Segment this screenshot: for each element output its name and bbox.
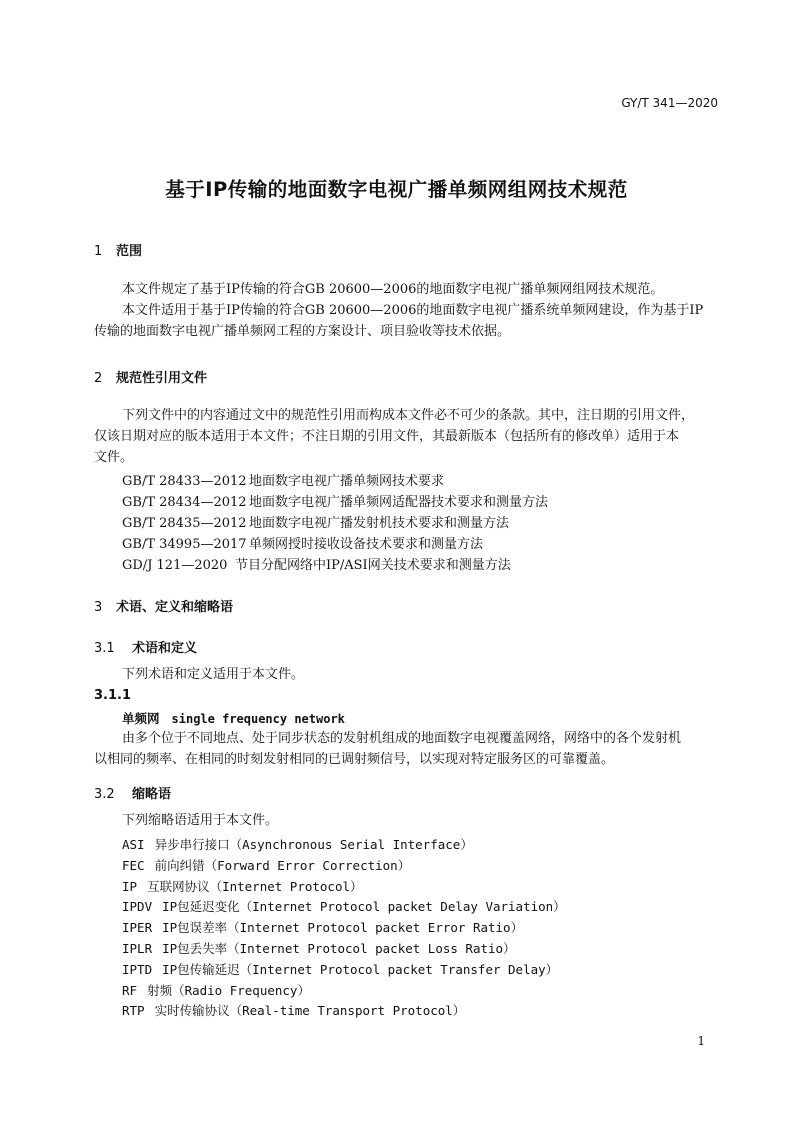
standard-code: GY/T 341—2020 bbox=[621, 96, 718, 110]
subsection-3-1-heading bbox=[94, 637, 197, 656]
reference-item bbox=[122, 491, 548, 510]
subsection-3-2-heading bbox=[94, 783, 171, 802]
term-english: single frequency network bbox=[171, 712, 345, 726]
subsection-number: 3.2 bbox=[94, 787, 115, 802]
section-1-heading bbox=[94, 240, 142, 259]
abbreviation-item bbox=[122, 981, 310, 999]
paragraph: 下列术语和定义适用于本文件。 bbox=[122, 667, 305, 682]
paragraph-line: 本文件适用于基于IP传输的符合GB 20600—2006的地面数字电视广播系统单频网建设，作为基于IP bbox=[122, 303, 704, 318]
section-number: 3 bbox=[94, 600, 103, 615]
paragraph-line: 下列文件中的内容通过文中的规范性引用而构成本文件必不可少的条款。其中，注日期的引用文件， bbox=[122, 408, 695, 423]
page-number: 1 bbox=[697, 1034, 705, 1048]
section-number: 2 bbox=[94, 371, 103, 386]
section-title: 范围 bbox=[116, 244, 143, 259]
reference-code: GB/T 34995—2017 bbox=[122, 537, 247, 552]
abbreviation-description: 异步串行接口（Asynchronous Serial Interface） bbox=[154, 837, 473, 852]
abbreviation: IPTD bbox=[122, 962, 153, 977]
definition-line: 由多个位于不同地点、处于同步状态的发射机组成的地面数字电视覆盖网络，网络中的各个发射机 bbox=[122, 731, 682, 746]
abbreviation-description: 实时传输协议（Real-time Transport Protocol） bbox=[154, 1003, 466, 1018]
abbreviation-item bbox=[122, 897, 566, 915]
paragraph: 本文件规定了基于IP传输的符合GB 20600—2006的地面数字电视广播单频网组网技术规范。 bbox=[122, 282, 664, 297]
section-title: 规范性引用文件 bbox=[116, 371, 208, 386]
paragraph: 下列缩略语适用于本文件。 bbox=[122, 813, 279, 828]
reference-title: 地面数字电视广播单频网适配器技术要求和测量方法 bbox=[249, 495, 549, 510]
abbreviation: IPLR bbox=[122, 941, 153, 956]
abbreviation-item bbox=[122, 960, 558, 978]
abbreviation: ASI bbox=[122, 837, 145, 852]
abbreviation-item bbox=[122, 835, 473, 853]
abbreviation-item bbox=[122, 1001, 465, 1019]
reference-code: GB/T 28434—2012 bbox=[122, 495, 247, 510]
abbreviation: FEC bbox=[122, 858, 145, 873]
reference-code: GB/T 28435—2012 bbox=[122, 516, 247, 531]
paragraph-line: 仅该日期对应的版本适用于本文件；不注日期的引用文件，其最新版本（包括所有的修改单）适用于本 bbox=[94, 429, 680, 444]
subsection-number: 3.1 bbox=[94, 641, 115, 656]
paragraph-line: 文件。 bbox=[94, 450, 134, 465]
subsection-title: 缩略语 bbox=[132, 787, 172, 802]
reference-title: 地面数字电视广播单频网技术要求 bbox=[249, 474, 445, 489]
abbreviation-description: IP包延迟变化（Internet Protocol packet Delay Variation） bbox=[162, 899, 566, 914]
abbreviation-description: IP包丢失率（Internet Protocol packet Loss Ratio） bbox=[162, 941, 516, 956]
abbreviation-description: 前向纠错（Forward Error Correction） bbox=[154, 858, 411, 873]
term-number: 3.1.1 bbox=[94, 688, 132, 703]
section-title: 术语、定义和缩略语 bbox=[116, 600, 234, 615]
paragraph-line: 传输的地面数字电视广播单频网工程的方案设计、项目验收等技术依据。 bbox=[94, 324, 511, 339]
abbreviation-item bbox=[122, 877, 363, 895]
abbreviation-description: IP包误差率（Internet Protocol packet Error Ratio） bbox=[162, 920, 524, 935]
abbreviation: IPDV bbox=[122, 899, 153, 914]
reference-title: 节目分配网络中IP/ASI网关技术要求和测量方法 bbox=[235, 558, 511, 573]
reference-item bbox=[122, 512, 509, 531]
reference-code: GB/T 28433—2012 bbox=[122, 474, 247, 489]
abbreviation: IPER bbox=[122, 920, 153, 935]
abbreviation: RF bbox=[122, 983, 138, 998]
term-chinese: 单频网 bbox=[122, 711, 160, 726]
definition-line: 以相同的频率、在相同的时刻发射相同的已调射频信号，以实现对特定服务区的可靠覆盖。 bbox=[94, 752, 615, 767]
section-2-heading bbox=[94, 367, 207, 386]
section-3-heading bbox=[94, 596, 233, 615]
abbreviation: IP bbox=[122, 879, 138, 894]
reference-title: 单频网授时接收设备技术要求和测量方法 bbox=[249, 537, 484, 552]
abbreviation-item bbox=[122, 856, 410, 874]
abbreviation-description: 射频（Radio Frequency） bbox=[147, 983, 310, 998]
subsection-title: 术语和定义 bbox=[132, 641, 198, 656]
document-title: 基于IP传输的地面数字电视广播单频网组网技术规范 bbox=[165, 178, 628, 201]
reference-title: 地面数字电视广播发射机技术要求和测量方法 bbox=[249, 516, 510, 531]
abbreviation-item bbox=[122, 939, 516, 957]
reference-item bbox=[122, 554, 511, 573]
abbreviation: RTP bbox=[122, 1003, 145, 1018]
section-number: 1 bbox=[94, 244, 103, 259]
term-entry bbox=[122, 709, 345, 727]
abbreviation-description: 互联网协议（Internet Protocol） bbox=[147, 879, 363, 894]
abbreviation-item bbox=[122, 918, 523, 936]
reference-item bbox=[122, 533, 483, 552]
abbreviation-description: IP包传输延迟（Internet Protocol packet Transfer Delay） bbox=[162, 962, 559, 977]
reference-code: GD/J 121—2020 bbox=[122, 558, 228, 573]
reference-item bbox=[122, 470, 444, 489]
